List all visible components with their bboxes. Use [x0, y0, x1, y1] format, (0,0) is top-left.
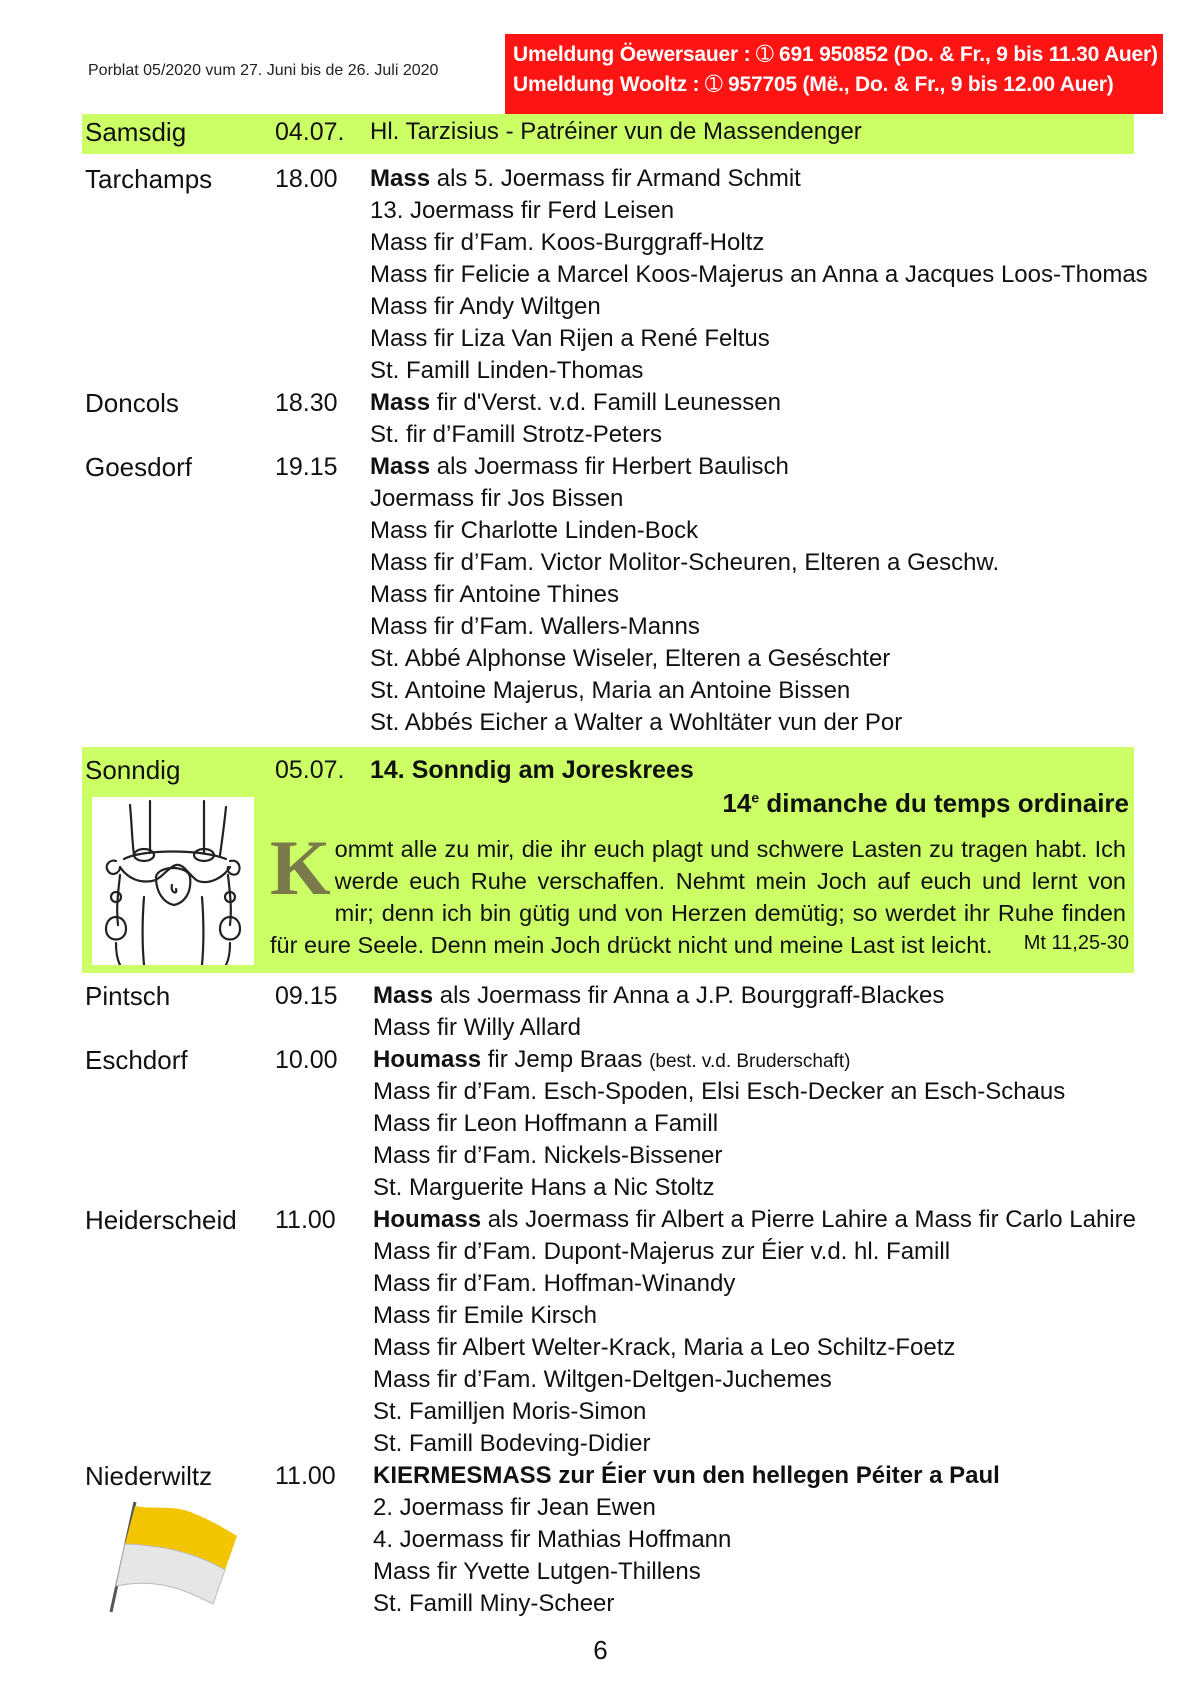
mass-type: Mass: [373, 982, 434, 1009]
gospel-reference: Mt 11,25-30: [1023, 932, 1129, 954]
time-goesdorf: 19.15: [275, 453, 338, 481]
mass-intention: als 5. Joermass fir Armand Schmit: [430, 165, 801, 192]
mass-line: [373, 1204, 1136, 1236]
mass-type: Houmass: [373, 1206, 482, 1233]
saturday-day: Samsdig: [85, 117, 187, 147]
mass-line: Joermass fir Jos Bissen: [370, 485, 624, 512]
mass-line: St. fir d’Famill Strotz-Peters: [370, 421, 663, 448]
gospel-text: ommt alle zu mir, die ihr euch plagt und schwere Lasten zu tragen habt. Ich werde euch Ruhe verschaffen. Nehmt mein Joch auf euch und lernt von mir; denn ich bin gütig und von Herzen demütig; so werdet ihr Ruhe finden für eure Seele. Denn mein Joch drückt nicht und meine Last ist leicht.: [270, 836, 1126, 958]
time-eschdorf: 10.00: [275, 1046, 338, 1074]
mass-line: St. Abbé Alphonse Wiseler, Elteren a Geséschter: [370, 645, 891, 672]
mass-intention: fir Jemp Braas: [481, 1046, 650, 1073]
sunday-date: 05.07.: [275, 756, 345, 784]
notice-line-2: Umeldung Wooltz : ➀ 957705 (Më., Do. & Fr., 9 bis 12.00 Auer): [513, 73, 1114, 96]
yoke-illustration: [92, 797, 254, 965]
time-tarchamps: 18.00: [275, 165, 338, 193]
mass-line: Mass fir Albert Welter-Krack, Maria a Leo Schiltz-Foetz: [373, 1334, 956, 1361]
mass-line: Mass fir d’Fam. Koos-Burggraff-Holtz: [370, 229, 765, 256]
feast-name: dimanche du temps ordinaire: [759, 788, 1129, 818]
mass-type: Mass: [370, 389, 431, 416]
time-niederwiltz: 11.00: [275, 1462, 336, 1490]
place-heiderscheid: Heiderscheid: [85, 1205, 237, 1235]
mass-line: Mass fir Andy Wiltgen: [370, 293, 601, 320]
gospel-dropcap: K: [270, 824, 331, 911]
mass-line: Mass fir Antoine Thines: [370, 581, 620, 608]
sunday-feast-french: [722, 788, 1129, 819]
mass-line: Mass fir Leon Hoffmann a Famill: [373, 1110, 719, 1137]
mass-line: Mass fir d’Fam. Dupont-Majerus zur Éier v.d. hl. Famill: [373, 1238, 951, 1265]
mass-note: (best. v.d. Bruderschaft): [649, 1051, 851, 1072]
mass-intention: als Joermass fir Herbert Baulisch: [430, 453, 789, 480]
registration-notice: [505, 34, 1163, 114]
mass-type: Mass: [370, 165, 431, 192]
mass-line: 4. Joermass fir Mathias Hoffmann: [373, 1526, 732, 1553]
mass-line: St. Famill Linden-Thomas: [370, 357, 644, 384]
mass-intention: fir d'Verst. v.d. Famill Leunessen: [430, 389, 781, 416]
saturday-feast: Hl. Tarzisius - Patréiner vun de Massendenger: [370, 118, 862, 145]
mass-line: Mass fir d’Fam. Wiltgen-Deltgen-Juchemes: [373, 1366, 832, 1393]
gospel-quote: [270, 824, 1126, 961]
mass-line: Mass fir Emile Kirsch: [373, 1302, 598, 1329]
mass-line: St. Abbés Eicher a Walter a Wohltäter vun der Por: [370, 709, 903, 736]
mass-line: 2. Joermass fir Jean Ewen: [373, 1494, 656, 1521]
mass-line: St. Antoine Majerus, Maria an Antoine Bissen: [370, 677, 851, 704]
time-doncols: 18.30: [275, 389, 338, 417]
sunday-day: Sonndig: [85, 755, 181, 785]
sunday-feast: 14. Sonndig am Joreskrees: [370, 756, 694, 784]
mass-line: Mass fir d’Fam. Hoffman-Winandy: [373, 1270, 736, 1297]
mass-line: Mass fir Yvette Lutgen-Thillens: [373, 1558, 701, 1585]
page-number: 6: [593, 1635, 608, 1665]
time-pintsch: 09.15: [275, 982, 338, 1010]
mass-line: Mass fir d’Fam. Wallers-Manns: [370, 613, 700, 640]
place-niederwiltz: Niederwiltz: [85, 1461, 213, 1491]
place-goesdorf: Goesdorf: [85, 452, 192, 482]
mass-type: Mass: [370, 453, 431, 480]
place-tarchamps: Tarchamps: [85, 164, 213, 194]
flag-drawing: [105, 1500, 245, 1615]
mass-intention: als Joermass fir Albert a Pierre Lahire a Mass fir Carlo Lahire: [481, 1206, 1136, 1233]
mass-line: Mass fir Charlotte Linden-Bock: [370, 517, 699, 544]
yoke-drawing: [92, 797, 254, 965]
papal-flag-icon: [105, 1500, 245, 1615]
feast-ordinal: e: [751, 789, 760, 806]
mass-line: St. Marguerite Hans a Nic Stoltz: [373, 1174, 715, 1201]
notice-line-1: Umeldung Öewersauer : ➀ 691 950852 (Do. & Fr., 9 bis 11.30 Auer): [513, 43, 1158, 66]
place-doncols: Doncols: [85, 388, 179, 418]
feast-number: 14: [722, 788, 752, 818]
kiermesmass-line: KIERMESMASS zur Éier vun den hellegen Péiter a Paul: [373, 1462, 1000, 1489]
mass-line: Mass fir d’Fam. Victor Molitor-Scheuren, Elteren a Geschw.: [370, 549, 1000, 576]
mass-line: Mass fir d’Fam. Nickels-Bissener: [373, 1142, 723, 1169]
mass-line: [370, 387, 781, 419]
mass-line: St. Familljen Moris-Simon: [373, 1398, 647, 1425]
mass-line: [370, 451, 789, 483]
mass-line: 13. Joermass fir Ferd Leisen: [370, 197, 675, 224]
saturday-date: 04.07.: [275, 118, 345, 146]
mass-line: [370, 163, 801, 195]
time-heiderscheid: 11.00: [275, 1206, 336, 1234]
mass-intention: als Joermass fir Anna a J.P. Bourggraff-Blackes: [433, 982, 945, 1009]
mass-line: St. Famill Miny-Scheer: [373, 1590, 615, 1617]
mass-line: [373, 980, 944, 1012]
mass-line: Mass fir Liza Van Rijen a René Feltus: [370, 325, 770, 352]
mass-type: Houmass: [373, 1046, 482, 1073]
mass-line: [373, 1044, 850, 1078]
mass-line: Mass fir Willy Allard: [373, 1014, 582, 1041]
mass-line: Mass fir d’Fam. Esch-Spoden, Elsi Esch-Decker an Esch-Schaus: [373, 1078, 1066, 1105]
place-eschdorf: Eschdorf: [85, 1045, 188, 1075]
issue-info: Porblat 05/2020 vum 27. Juni bis de 26. Juli 2020: [88, 62, 439, 79]
mass-line: Mass fir Felicie a Marcel Koos-Majerus an Anna a Jacques Loos-Thomas: [370, 261, 1148, 288]
mass-line: St. Famill Bodeving-Didier: [373, 1430, 651, 1457]
place-pintsch: Pintsch: [85, 981, 171, 1011]
